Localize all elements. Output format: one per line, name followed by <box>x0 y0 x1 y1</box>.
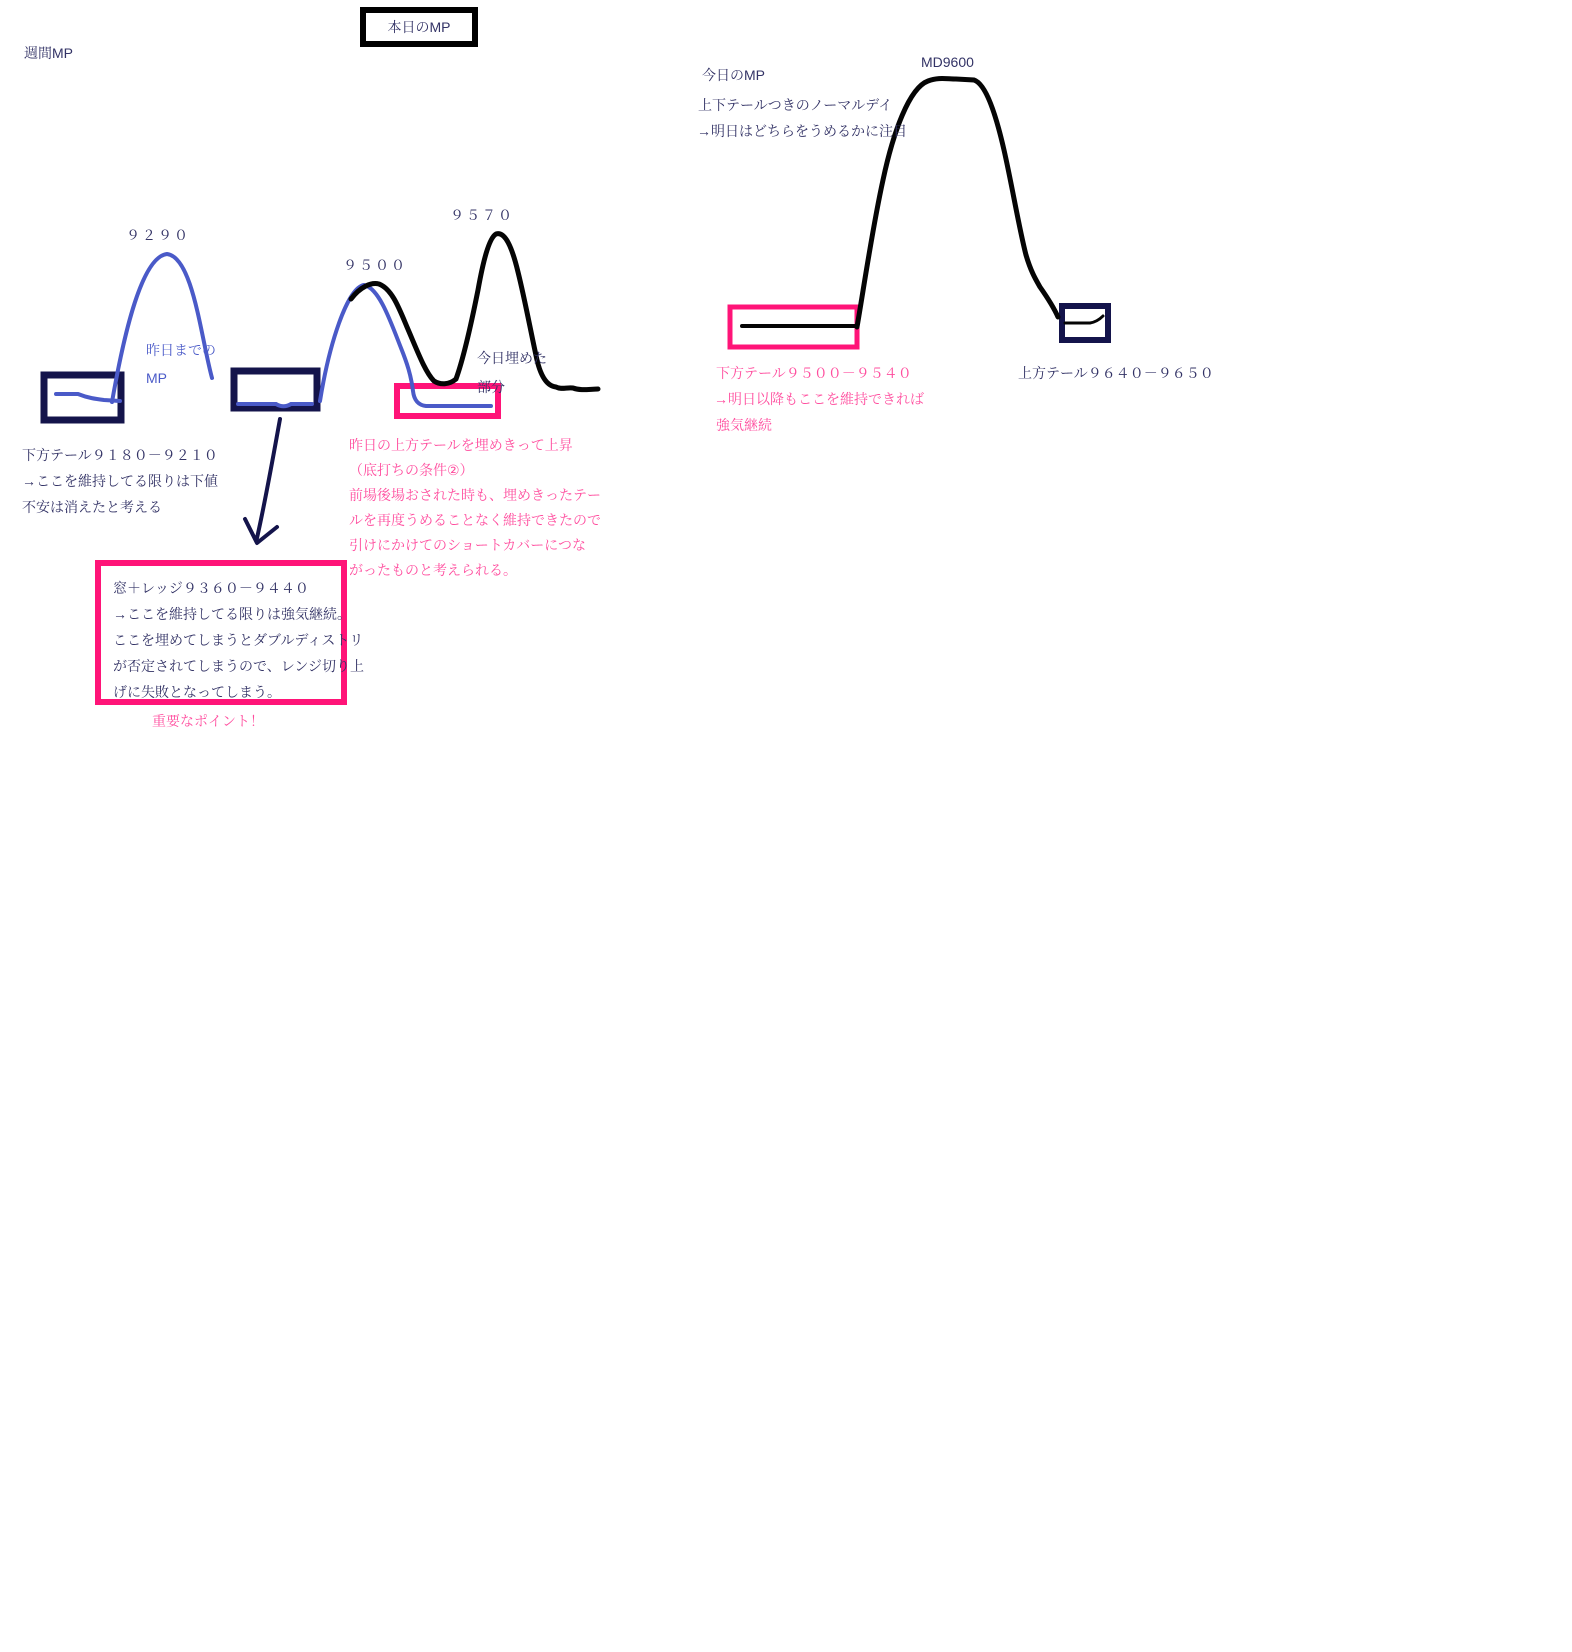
upper-tail-note-line3: 前場後場おされた時も、埋めきったテー <box>349 487 601 503</box>
peak3-price-label: ９５７０ <box>450 207 514 223</box>
peak2-price-label: ９５００ <box>343 257 407 273</box>
right-lower-tail-note-line3: 強気継続 <box>716 417 772 433</box>
md9600-peak-label: MD9600 <box>921 54 974 70</box>
window-ledge-note-line2: →ここを維持してる限りは強気継続。 <box>113 606 351 622</box>
upper-tail-note-line4: ルを再度うめることなく維持できたので <box>349 512 601 528</box>
window-ledge-note-line4: が否定されてしまうので、レンジ切り上 <box>113 658 365 674</box>
right-subtitle-line2: →明日はどちらをうめるかに注目 <box>697 123 907 139</box>
arrow-shaft <box>257 419 280 538</box>
window-ledge-note-line5: げに失敗となってしまう。 <box>113 684 281 700</box>
filled-today-label-line2: 部分 <box>477 379 505 395</box>
upper-tail-note-line2: （底打ちの条件②） <box>349 462 474 478</box>
window-ledge-note-line3: ここを埋めてしまうとダブルディストリ <box>113 632 364 648</box>
right-lower-tail-note-line1: 下方テール９５００－９５４０ <box>716 365 912 381</box>
upper-tail-note-line1: 昨日の上方テールを埋めきって上昇 <box>349 437 573 453</box>
left-lower-tail-note-line3: 不安は消えたと考える <box>22 499 162 515</box>
filled-today-label-line1: 今日埋めた <box>477 350 547 366</box>
today-mp-title: 本日のMP <box>387 19 451 35</box>
yesterday-mp-label-line1: 昨日までの <box>146 342 216 358</box>
upper-tail-note-line5: 引けにかけてのショートカバーにつな <box>349 537 587 553</box>
window-ledge-note-box <box>95 560 365 705</box>
upper-tail-note-line6: がったものと考えられる。 <box>349 562 517 578</box>
window-ledge-note-line1: 窓＋レッジ９３６０－９４４０ <box>113 580 309 596</box>
yesterday-mp-label-line2: MP <box>146 370 167 386</box>
right-subtitle-line1: 上下テールつきのノーマルデイ <box>698 97 893 113</box>
left-lower-tail-note-line1: 下方テール９１８０－９２１０ <box>22 447 218 463</box>
black-line-in-right-navy-box <box>1065 316 1103 323</box>
left-lower-tail-note-line2: →ここを維持してる限りは下値 <box>22 473 218 489</box>
blue-line-in-box2 <box>238 404 312 406</box>
today-mp-title-box <box>360 7 478 47</box>
weekly-mp-label: 週間MP <box>24 45 73 61</box>
blue-line-in-box1 <box>56 394 120 401</box>
right-lower-tail-note-line2: →明日以降もここを維持できれば <box>714 391 924 407</box>
black-curve-right-chart <box>857 79 1058 328</box>
right-upper-tail-label: 上方テール９６４０－９６５０ <box>1018 365 1214 381</box>
today-mp-right-title: 今日のMP <box>702 67 765 83</box>
peak1-price-label: ９２９０ <box>126 227 190 243</box>
important-point-label: 重要なポイント！ <box>152 713 264 729</box>
